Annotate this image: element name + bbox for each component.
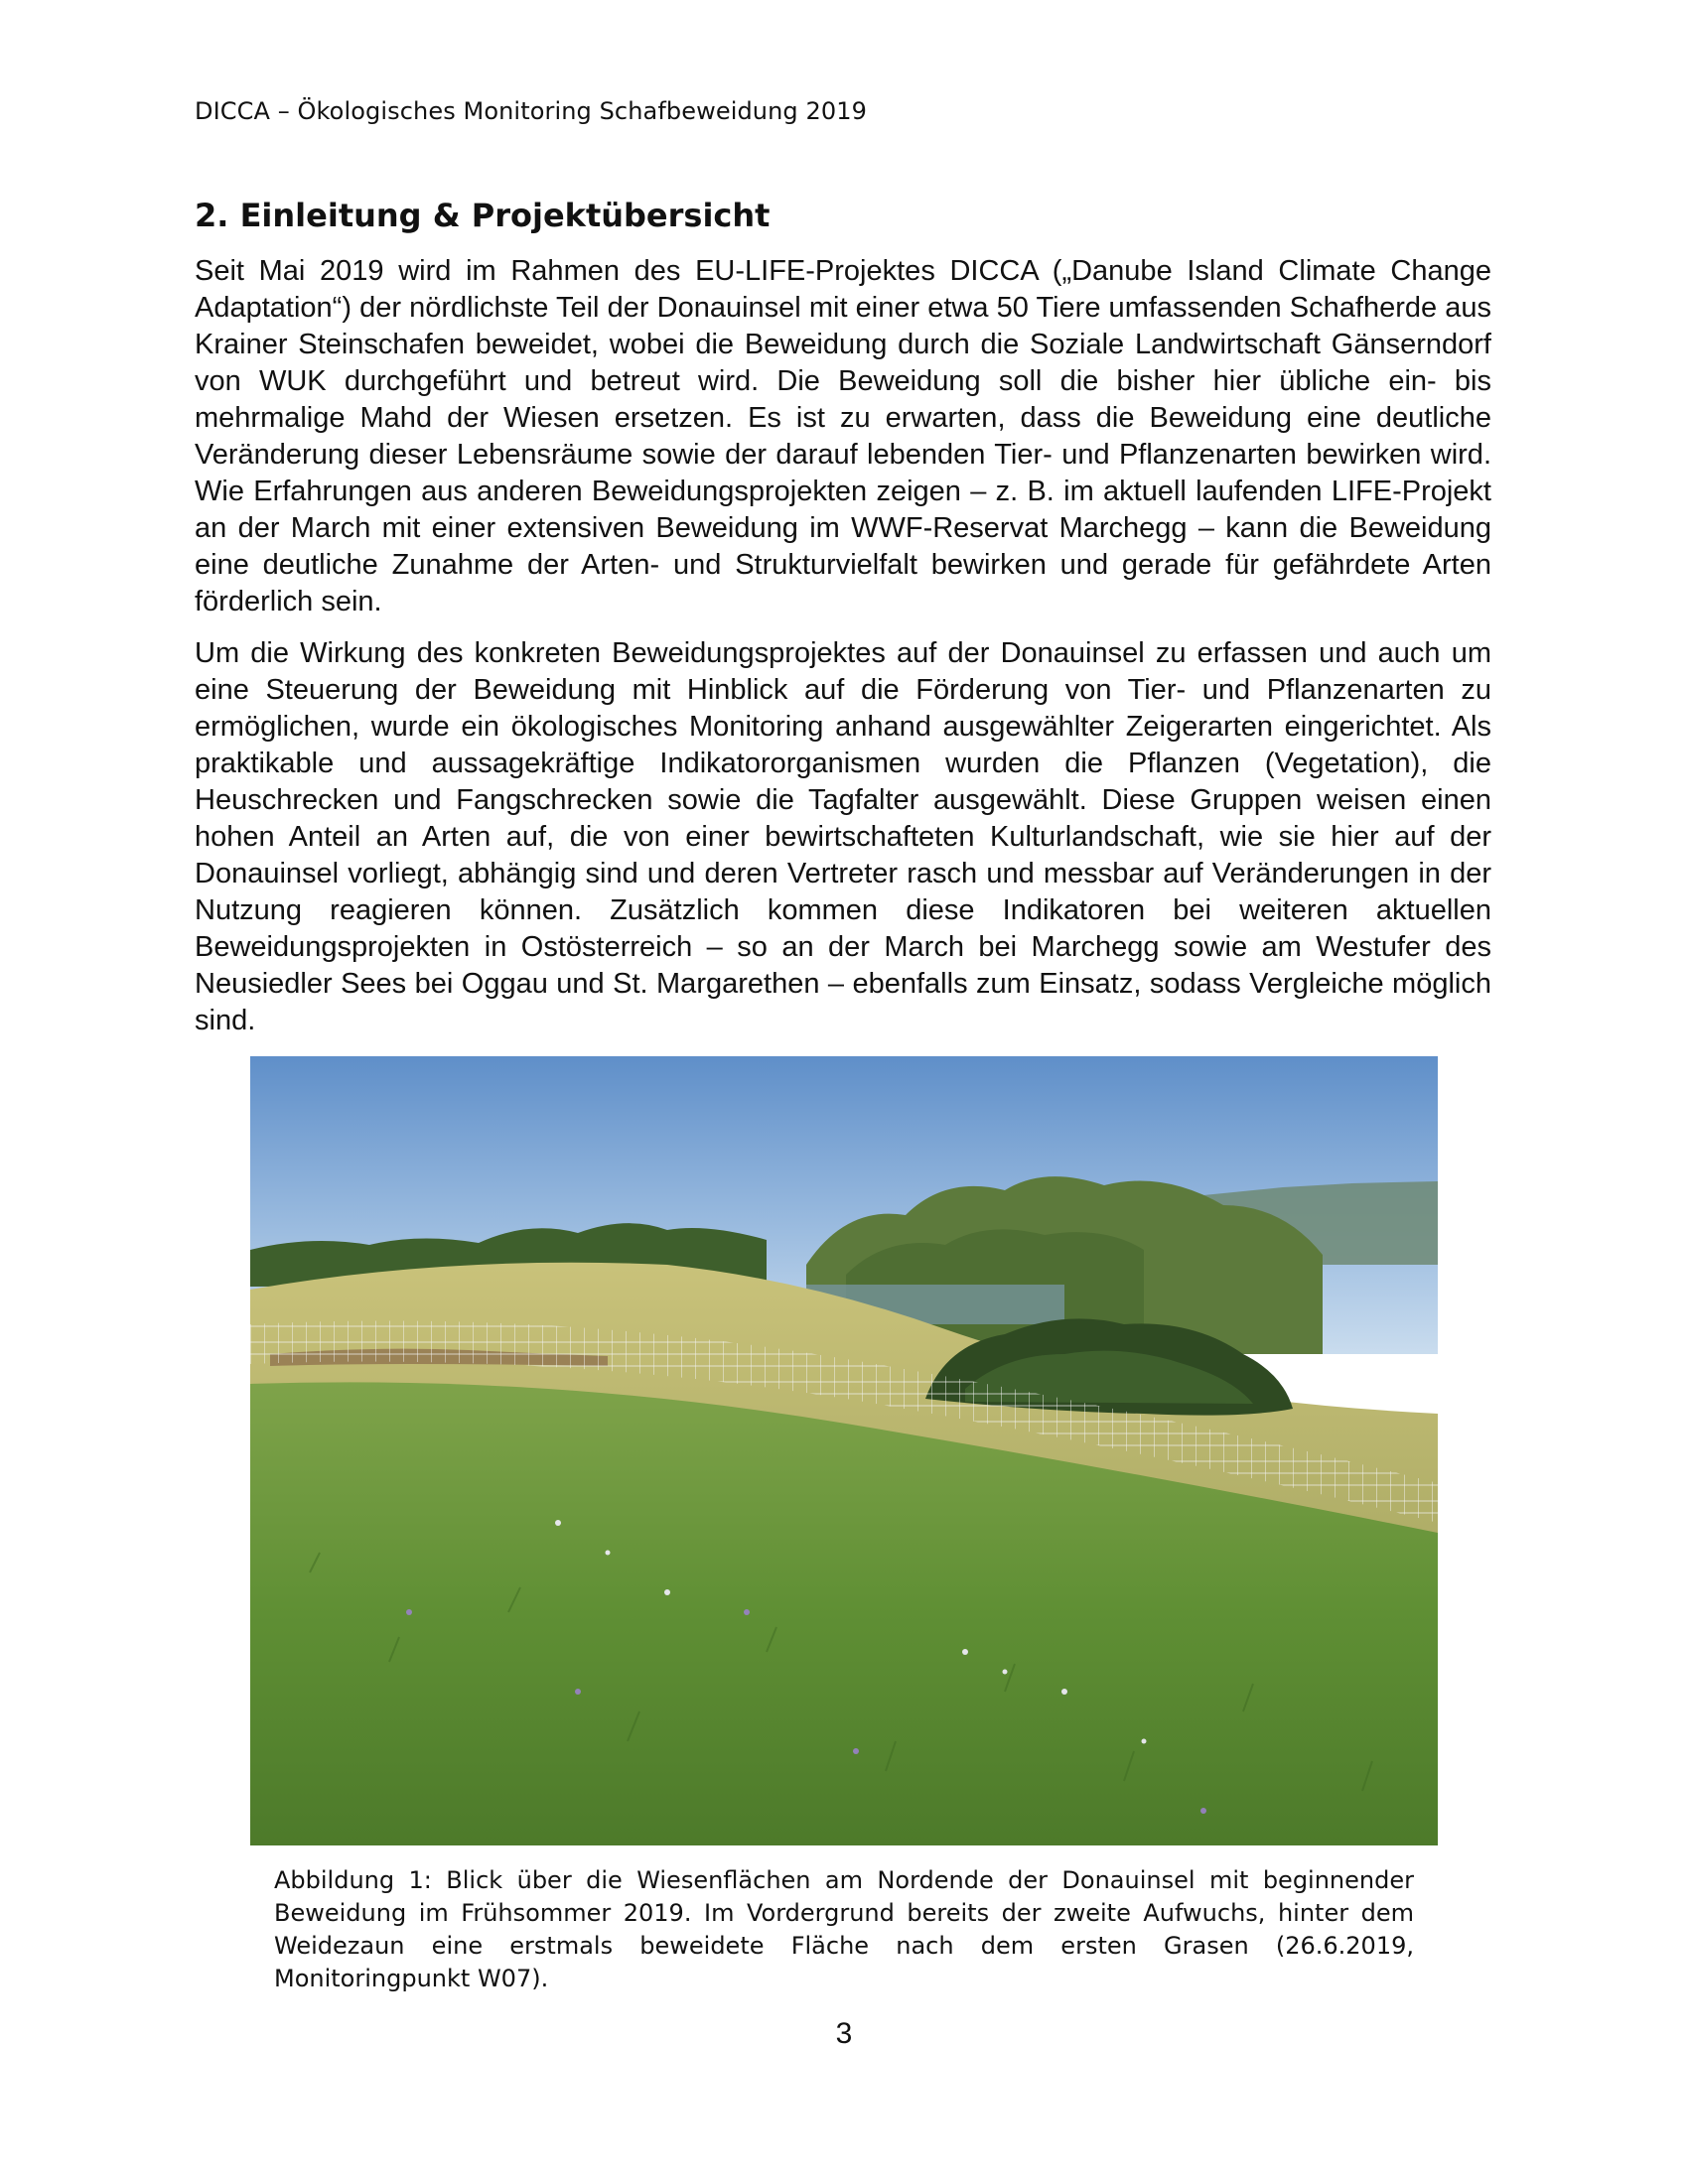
- figure-photo-meadow: [250, 1056, 1438, 1845]
- section-title: 2. Einleitung & Projektübersicht: [195, 197, 771, 234]
- running-header: DICCA – Ökologisches Monitoring Schafbeweidung 2019: [195, 97, 867, 125]
- figure-caption: Abbildung 1: Blick über die Wiesenflächen am Nordende der Donauinsel mit beginnender Beweidung im Frühsommer 2019. Im Vordergrund bereits der zweite Aufwuchs, hinter dem Weidezaun eine erstmals beweidete Fläche nach dem ersten Grasen (26.6.2019, Monitoringpunkt W07).: [274, 1866, 1414, 1992]
- paragraph-monitoring: Um die Wirkung des konkreten Beweidungsprojektes auf der Donauinsel zu erfassen und auch um eine Steuerung der Beweidung mit Hinblick auf die Förderung von Tier- und Pflanzenarten zu ermöglichen, wurde ein ökologisches Monitoring anhand ausgewählter Zeigerarten eingerichtet. Als praktikable und aussagekräftige Indikatororganismen wurden die Pflanzen (Vegetation), die Heuschrecken und Fangschrecken sowie die Tagfalter ausgewählt. Diese Gruppen weisen einen hohen Anteil an Arten auf, die von einer bewirtschafteten Kulturlandschaft, wie sie hier auf der Donauinsel vorliegt, abhängig sind und deren Vertreter rasch und messbar auf Veränderungen in der Nutzung reagieren können. Zusätzlich kommen diese Indikatoren bei weiteren aktuellen Beweidungsprojekten in Ostösterreich – so an der March bei Marchegg sowie am Westufer des Neusiedler Sees bei Oggau und St. Margarethen – ebenfalls zum Einsatz, sodass Vergleiche möglich sind.: [195, 637, 1491, 1036]
- paragraph-intro: Seit Mai 2019 wird im Rahmen des EU-LIFE-Projektes DICCA („Danube Island Climate Change Adaptation“) der nördlichste Teil der Donauinsel mit einer etwa 50 Tiere umfassenden Schafherde aus Krainer Steinschafen beweidet, wobei die Beweidung durch die Soziale Landwirtschaft Gänserndorf von WUK durchgeführt und betreut wird. Die Beweidung soll die bisher hier übliche ein- bis mehrmalige Mahd der Wiesen ersetzen. Es ist zu erwarten, dass die Beweidung eine deutliche Veränderung dieser Lebensräume sowie der darauf lebenden Tier- und Pflanzenarten bewirken wird. Wie Erfahrungen aus anderen Beweidungsprojekten zeigen – z. B. im aktuell laufenden LIFE-Projekt an der March mit einer extensiven Beweidung im WWF-Reservat Marchegg – kann die Beweidung eine deutliche Zunahme der Arten- und Strukturvielfalt bewirken und gerade für gefährdete Arten förderlich sein.: [195, 255, 1491, 617]
- page-number: 3: [835, 2017, 853, 2050]
